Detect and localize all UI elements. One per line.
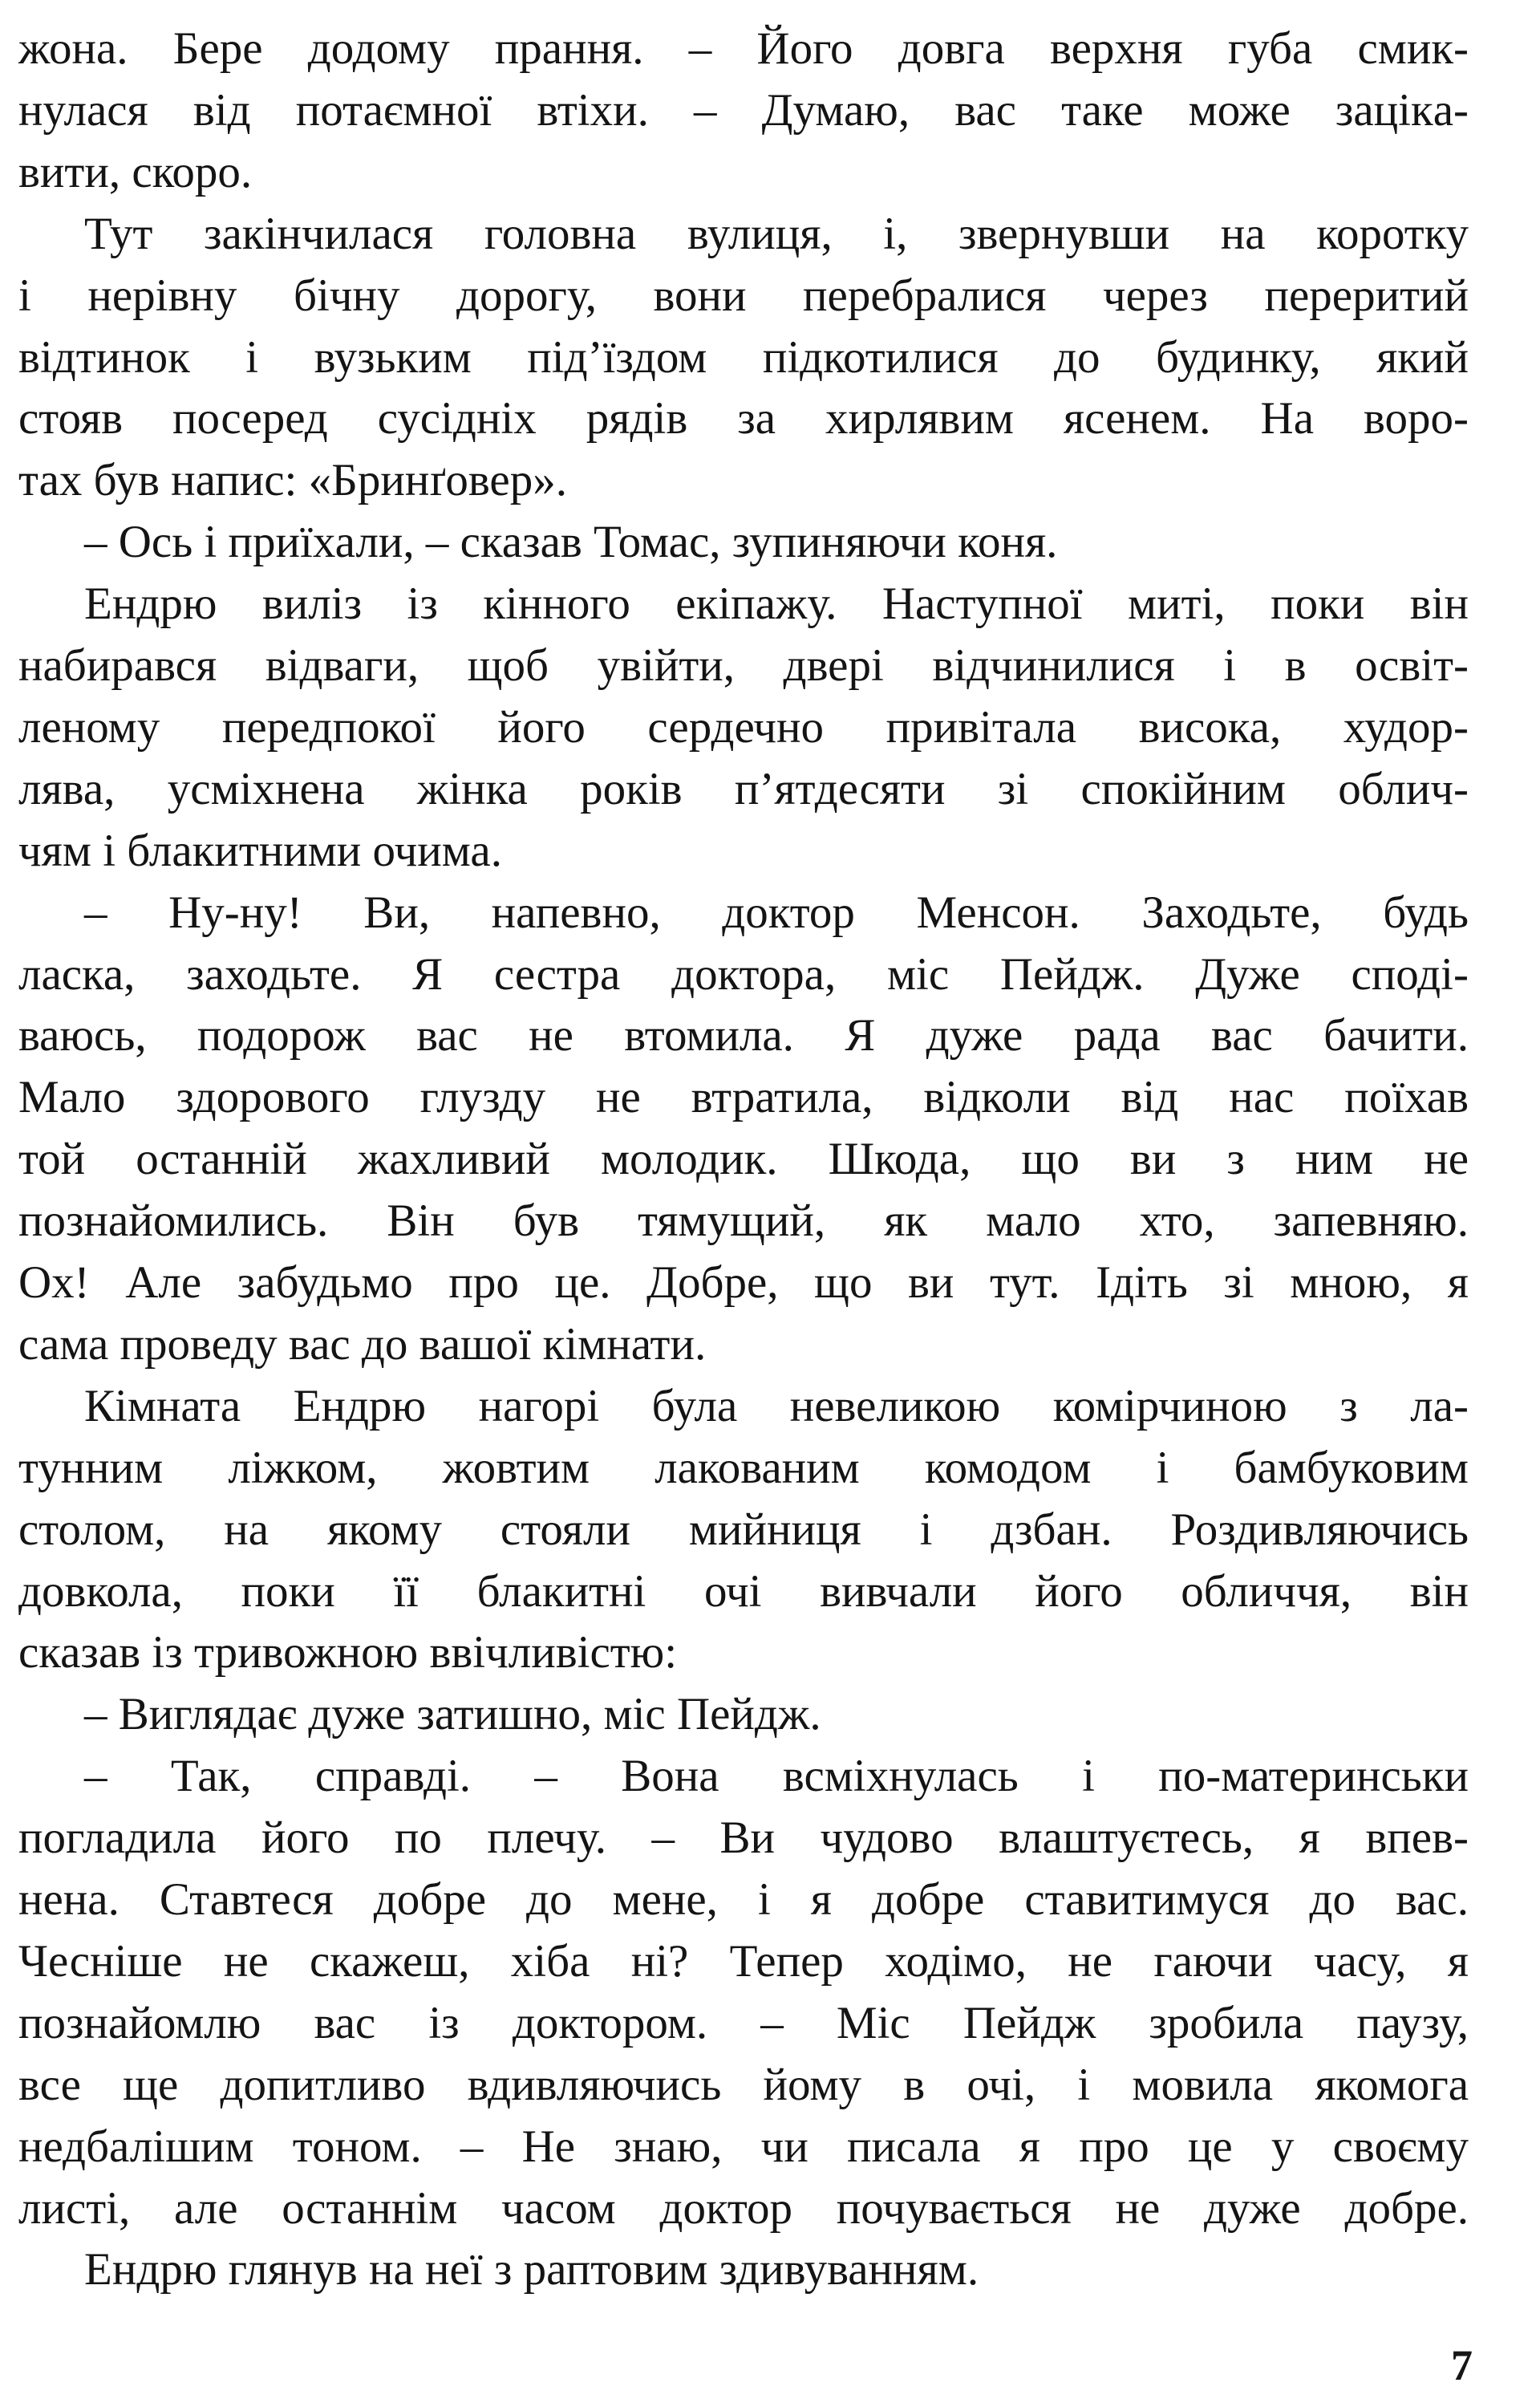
text-line: сказав із тривожною ввічливістю:	[18, 1627, 678, 1678]
text-line: все ще допитливо вдивляючись йому в очі, і мовила якомога	[18, 2060, 1469, 2110]
text-line: Ендрю виліз із кінного екіпажу. Наступної миті, поки він	[84, 578, 1469, 629]
text-line: жона. Бере додому прання. – Його довга верхня губа смик-	[18, 23, 1469, 74]
text-line: довкола, поки її блакитні очі вивчали його обличчя, він	[18, 1566, 1469, 1617]
text-line: набирався відваги, щоб увійти, двері відчинилися і в освіт-	[18, 640, 1469, 691]
text-line: сама проведу вас до вашої кімнати.	[18, 1319, 707, 1370]
text-line: погладила його по плечу. – Ви чудово влаштуєтесь, я впев-	[18, 1812, 1469, 1863]
text-line: Мало здорового глузду не втратила, відколи від нас поїхав	[18, 1072, 1469, 1122]
text-line: недбалішим тоном. – Не знаю, чи писала я про це у своєму	[18, 2121, 1469, 2172]
text-line: Кімната Ендрю нагорі була невеликою комірчиною з ла-	[84, 1381, 1469, 1431]
text-line: ласка, заходьте. Я сестра доктора, міс Пейдж. Дуже сподi-	[18, 949, 1469, 1000]
page-number: 7	[1451, 2341, 1473, 2389]
text-line: леному передпокої його сердечно привітала висока, худор-	[18, 702, 1469, 753]
text-line: столом, на якому стояли мийниця і дзбан. Роздивляючись	[18, 1504, 1469, 1555]
text-line: – Ну-ну! Ви, напевно, доктор Менсон. Заходьте, будь	[84, 887, 1469, 938]
text-line: тунним ліжком, жовтим лакованим комодом і бамбуковим	[18, 1443, 1469, 1493]
text-line: – Так, справді. – Вона всміхнулась і по-материнськи	[84, 1751, 1469, 1801]
text-line: – Виглядає дуже затишно, міс Пейдж.	[84, 1689, 821, 1739]
text-line: познайомились. Він був тямущий, як мало хто, запевняю.	[18, 1195, 1469, 1246]
text-line: відтинок і вузьким під’їздом підкотилися до будинку, який	[18, 332, 1469, 383]
text-line: стояв посеред сусідніх рядів за хирлявим ясенем. На воро-	[18, 393, 1469, 444]
text-line: лява, усміхнена жінка років п’ятдесяти зі спокійним облич-	[18, 764, 1469, 814]
text-line: нена. Ставтеся добре до мене, і я добре ставитимуся до вас.	[18, 1874, 1469, 1925]
text-line: познайомлю вас із доктором. – Міс Пейдж зробила паузу,	[18, 1998, 1469, 2048]
text-line: Ендрю глянув на неї з раптовим здивуванням.	[84, 2244, 979, 2295]
text-line: Ох! Але забудьмо про це. Добре, що ви тут. Ідіть зі мною, я	[18, 1257, 1469, 1308]
text-line: нулася від потаємної втіхи. – Думаю, вас таке може зацікa-	[18, 85, 1469, 136]
text-line: Тут закінчилася головна вулиця, і, звернувши на коротку	[84, 209, 1469, 259]
text-line: тах був напис: «Бринґовер».	[18, 455, 567, 505]
text-line: – Ось і приїхали, – сказав Томас, зупиняючи коня.	[84, 517, 1058, 567]
text-line: чям і блакитними очима.	[18, 826, 502, 876]
text-line: той останній жахливий молодик. Шкода, що ви з ним не	[18, 1134, 1469, 1184]
text-line: ваюсь, подорож вас не втомила. Я дуже рада вас бачити.	[18, 1010, 1469, 1061]
text-line: вити, скоро.	[18, 147, 253, 197]
text-line: Чесніше не скажеш, хіба ні? Тепер ходімо, не гаючи часу, я	[18, 1936, 1469, 1987]
text-line: листі, але останнім часом доктор почувається не дуже добре.	[18, 2183, 1469, 2234]
text-line: і нерівну бічну дорогу, вони перебралися через переритий	[18, 270, 1469, 321]
